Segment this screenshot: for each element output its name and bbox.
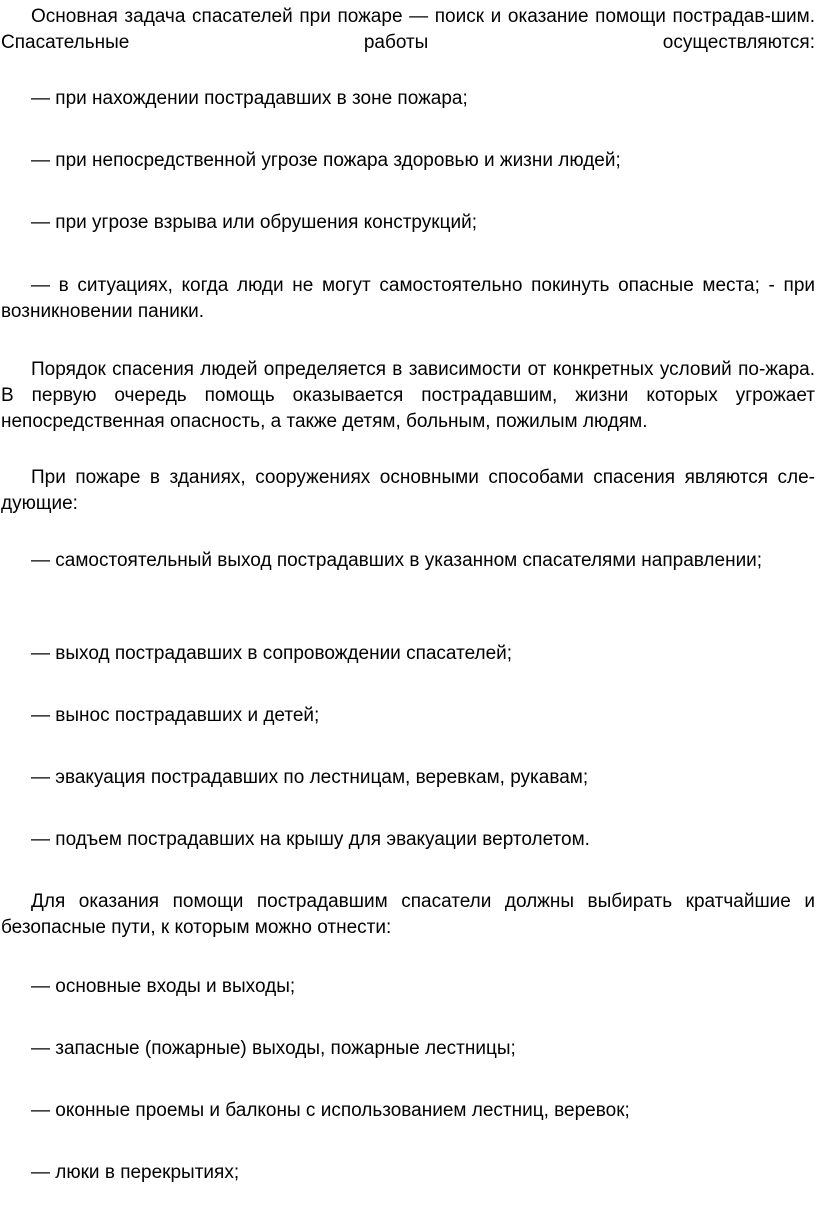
list-item-explosion-threat: — при угрозе взрыва или обрушения конструкций;: [31, 212, 477, 233]
paragraph-safe-routes: Для оказания помощи пострадавшим спасатели должны выбирать кратчайшие и безопасные пути, к которым можно отнести:: [1, 891, 815, 938]
list-item-health-threat: — при непосредственной угрозе пожара здоровью и жизни людей;: [31, 150, 621, 171]
list-item-escorted-exit: — выход пострадавших в сопровождении спасателей;: [31, 643, 513, 664]
list-item-unable-to-leave: — в ситуациях, когда люди не могут самостоятельно покинуть опасные места; - при возникновении паники.: [1, 275, 815, 322]
list-item-windows-balconies: — оконные проемы и балконы с использованием лестниц, веревок;: [31, 1100, 630, 1121]
list-item-carrying-out: — вынос пострадавших и детей;: [31, 705, 320, 726]
paragraph-intro: Основная задача спасателей при пожаре — поиск и оказание помощи пострадав-шим. Спасательные работы осуществляются:: [1, 6, 815, 53]
list-item-emergency-exits: — запасные (пожарные) выходы, пожарные лестницы;: [31, 1038, 516, 1059]
list-item-floor-hatches: — люки в перекрытиях;: [31, 1162, 240, 1183]
paragraph-rescue-methods: При пожаре в зданиях, сооружениях основными способами спасения являются сле-дующие:: [1, 467, 815, 514]
list-item-evacuation-ladders: — эвакуация пострадавших по лестницам, веревкам, рукавам;: [31, 767, 589, 788]
list-item-self-exit: — самостоятельный выход пострадавших в указанном спасателями направлении;: [31, 550, 763, 571]
list-item-helicopter: — подъем пострадавших на крышу для эвакуации вертолетом.: [31, 829, 590, 850]
list-item-fire-zone: — при нахождении пострадавших в зоне пожара;: [31, 88, 468, 109]
paragraph-rescue-order: Порядок спасения людей определяется в зависимости от конкретных условий по-жара. В первую очередь помощь оказывается пострадавшим, жизни которых угрожает непосредственная опасность, а также детям, больным, пожилым людям.: [1, 359, 815, 432]
list-item-main-exits: — основные входы и выходы;: [31, 976, 296, 997]
